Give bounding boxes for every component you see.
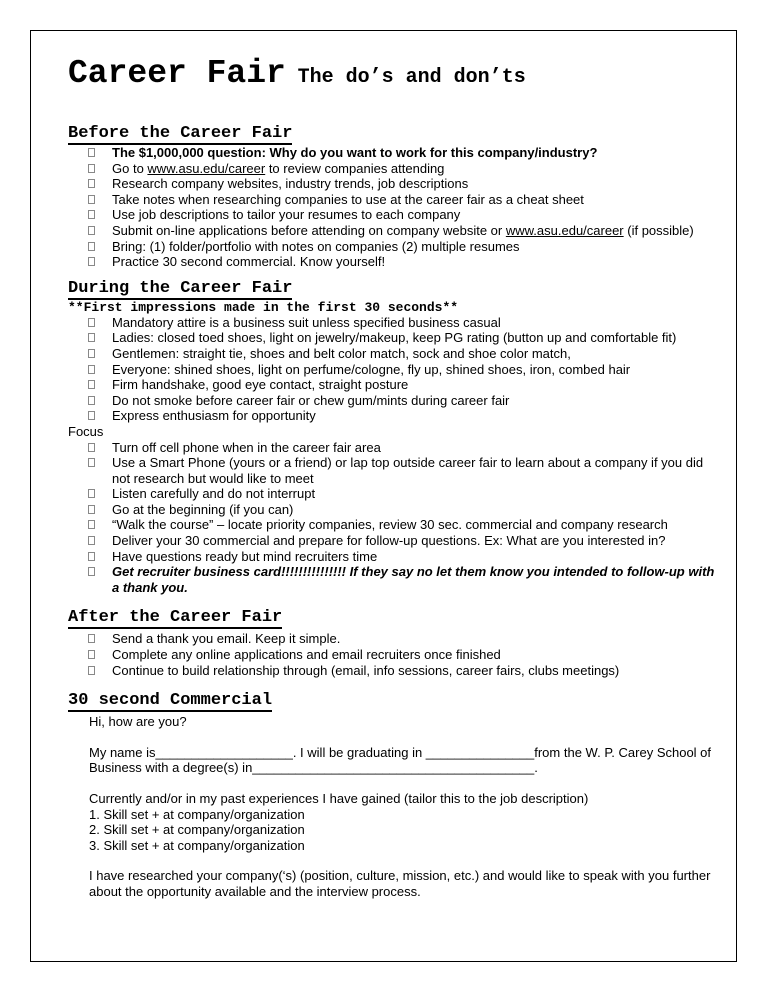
after-list [68,631,718,678]
commercial-section [68,692,718,899]
checkbox-icon [88,333,95,342]
checkbox-icon [88,257,95,266]
career-link[interactable]: www.asu.edu/career [147,160,266,176]
checkbox-icon [88,666,95,675]
page-title [68,54,718,99]
list-item: Do not smoke before career fair or chew gum/mints during career fair [88,393,718,409]
list-item: Everyone: shined shoes, light on perfume/cologne, fly up, shined shoes, iron, combed hair [88,362,718,378]
checkbox-icon [88,396,95,405]
checkbox-icon [88,210,95,219]
focus-label: Focus [68,423,104,439]
during-section [68,280,718,596]
checkbox-icon [88,489,95,498]
checkbox-icon [88,242,95,251]
list-item: Go at the beginning (if you can) [88,502,718,518]
list-item: Practice 30 second commercial. Know yourself! [88,254,718,270]
skill-line: 2. Skill set + at company/organization [89,822,305,838]
checkbox-icon [88,650,95,659]
checkbox-icon [88,148,95,157]
during-list [68,315,718,424]
list-item: Ladies: closed toed shoes, light on jewelry/makeup, keep PG rating (button up and comfortable fit) [88,330,718,346]
list-item: Gentlemen: straight tie, shoes and belt color match, sock and shoe color match, [88,346,718,362]
list-item: Listen carefully and do not interrupt [88,486,718,502]
list-item: Complete any online applications and email recruiters once finished [88,647,718,663]
before-list [68,145,718,270]
after-section [68,609,718,678]
commercial-heading: 30 second Commercial [68,691,273,711]
checkbox-icon [88,634,95,643]
checkbox-icon [88,365,95,374]
first-impressions-note: **First impressions made in the first 30 seconds** [68,299,459,315]
list-item: Bring: (1) folder/portfolio with notes on companies (2) multiple resumes [88,239,718,255]
checkbox-icon [88,411,95,420]
list-item: “Walk the course” – locate priority companies, review 30 sec. commercial and company research [88,517,718,533]
list-item: Take notes when researching companies to use at the career fair as a cheat sheet [88,192,718,208]
list-item: Use a Smart Phone (yours or a friend) or lap top outside career fair to learn about a company if you did not research but would like to meet [88,455,718,486]
focus-list [68,440,718,596]
checkbox-icon [88,349,95,358]
experience-text: Currently and/or in my past experiences I have gained (tailor this to the job description) [89,791,589,806]
list-item: Mandatory attire is a business suit unless specified business casual [88,315,718,331]
title-subtitle: The do’s and don’ts [297,66,526,89]
skill-line: 3. Skill set + at company/organization [89,837,305,853]
checkbox-icon [88,567,95,576]
before-section [68,125,718,270]
list-item: Use job descriptions to tailor your resumes to each company [88,207,718,223]
checkbox-icon [88,520,95,529]
document-body [68,54,718,900]
title-main: Career Fair [68,55,286,92]
after-heading: After the Career Fair [68,608,283,628]
checkbox-icon [88,505,95,514]
checkbox-icon [88,164,95,173]
checkbox-icon [88,458,95,467]
list-item: The $1,000,000 question: Why do you want to work for this company/industry? [88,145,718,161]
list-item: Firm handshake, good eye contact, straight posture [88,377,718,393]
before-heading: Before the Career Fair [68,124,293,143]
list-item: Have questions ready but mind recruiters time [88,549,718,565]
checkbox-icon [88,443,95,452]
list-item: Research company websites, industry trends, job descriptions [88,176,718,192]
checkbox-icon [88,195,95,204]
list-item: Continue to build relationship through (email, info sessions, career fairs, clubs meetings) [88,663,718,679]
checkbox-icon [88,318,95,327]
checkbox-icon [88,226,95,235]
checkbox-icon [88,552,95,561]
during-heading: During the Career Fair [68,278,293,298]
skill-line: 1. Skill set + at company/organization [89,806,305,822]
list-item: Turn off cell phone when in the career fair area [88,440,718,456]
greeting-text: Hi, how are you? [89,714,187,730]
checkbox-icon [88,380,95,389]
closing-text: I have researched your company(‘s) (position, culture, mission, etc.) and would like to speak with you further about the opportunity available and the interview process. [89,868,711,899]
career-link[interactable]: www.asu.edu/career [505,222,624,238]
intro-text: My name is___________________. I will be graduating in _______________from the W. P. Carey School of Business with a degree(s) in_______________________________________. [89,744,712,776]
checkbox-icon [88,536,95,545]
list-item: Get recruiter business card!!!!!!!!!!!!!!! If they say no let them know you intended to follow-up with a thank you. [88,564,718,595]
list-item: Submit on-line applications before attending on company website or www.asu.edu/career (if possible) [88,223,718,239]
list-item: Go to www.asu.edu/career to review companies attending [88,161,718,177]
list-item: Deliver your 30 commercial and prepare for follow-up questions. Ex: What are you interested in? [88,533,718,549]
list-item: Send a thank you email. Keep it simple. [88,631,718,647]
checkbox-icon [88,179,95,188]
list-item: Express enthusiasm for opportunity [88,408,718,424]
